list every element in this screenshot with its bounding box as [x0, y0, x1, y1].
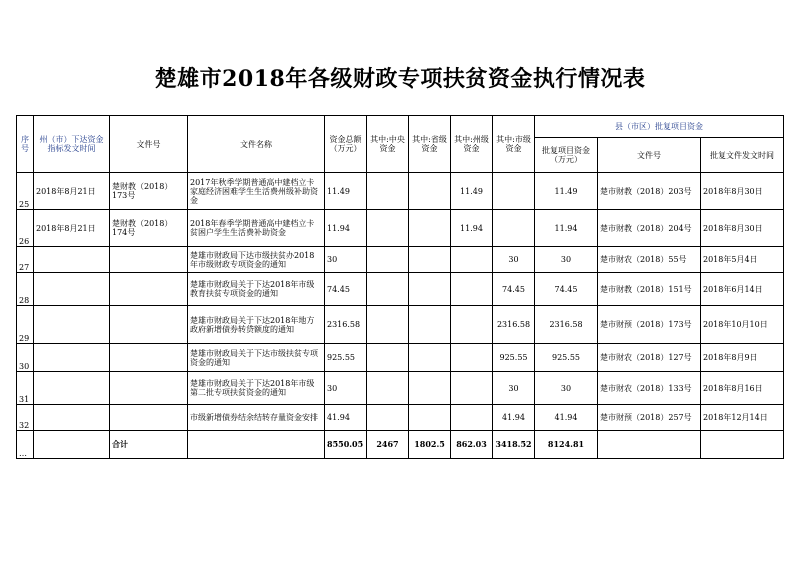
cell-prefecture — [451, 405, 493, 431]
cell-total: 925.55 — [325, 344, 367, 372]
cell-central — [367, 372, 409, 405]
cell-total: 2316.58 — [325, 306, 367, 344]
cell-county-doc: 楚市财教（2018）204号 — [598, 210, 701, 247]
cell-seq: 25 — [17, 173, 34, 210]
cell-doc-no — [110, 306, 188, 344]
cell-province — [409, 273, 451, 306]
total-seq: … — [17, 431, 34, 459]
cell-issue-date — [34, 372, 110, 405]
cell-doc-no — [110, 247, 188, 273]
cell-total: 30 — [325, 372, 367, 405]
total-province: 1802.5 — [409, 431, 451, 459]
cell-province — [409, 344, 451, 372]
total-county-date — [701, 431, 784, 459]
cell-doc-name: 市级新增债券结余结转存量资金安排 — [188, 405, 325, 431]
header-doc-name: 文件名称 — [188, 116, 325, 173]
cell-doc-name: 楚雄市财政局关于下达市级扶贫专项资金的通知 — [188, 344, 325, 372]
cell-city: 30 — [493, 372, 535, 405]
cell-issue-date — [34, 405, 110, 431]
cell-city: 30 — [493, 247, 535, 273]
table-row — [17, 273, 784, 306]
cell-doc-no — [110, 273, 188, 306]
fund-table — [16, 115, 784, 459]
cell-doc-name: 2017年秋季学期普通高中建档立卡家庭经济困难学生生活费州级补助资金 — [188, 173, 325, 210]
total-row — [17, 431, 784, 459]
header-prefecture: 其中:州级资金 — [451, 116, 493, 173]
cell-central — [367, 247, 409, 273]
cell-province — [409, 173, 451, 210]
cell-doc-name: 楚雄市财政局下达市级扶贫办2018年市级财政专项资金的通知 — [188, 247, 325, 273]
cell-doc-no — [110, 344, 188, 372]
cell-county-date: 2018年10月10日 — [701, 306, 784, 344]
cell-doc-name: 2018年春季学期普通高中建档立卡贫困户学生生活费补助资金 — [188, 210, 325, 247]
cell-doc-name: 楚雄市财政局关于下达2018年市级第二批专项扶贫资金的通知 — [188, 372, 325, 405]
cell-seq: 26 — [17, 210, 34, 247]
total-prefecture: 862.03 — [451, 431, 493, 459]
header-seq: 序号 — [17, 116, 34, 173]
cell-city — [493, 173, 535, 210]
cell-issue-date — [34, 273, 110, 306]
cell-issue-date: 2018年8月21日 — [34, 173, 110, 210]
header-county-doc: 文件号 — [598, 138, 701, 173]
cell-approved: 2316.58 — [535, 306, 598, 344]
header-issue-date: 州（市）下达资金指标发文时间 — [34, 116, 110, 173]
total-county-doc — [598, 431, 701, 459]
header-city: 其中:市级资金 — [493, 116, 535, 173]
cell-approved: 30 — [535, 247, 598, 273]
cell-county-doc: 楚市财教（2018）151号 — [598, 273, 701, 306]
page-title: 楚雄市2018年各级财政专项扶贫资金执行情况表 — [154, 66, 646, 92]
cell-approved: 11.94 — [535, 210, 598, 247]
header-county-group: 县（市区）批复项目资金 — [535, 116, 784, 138]
cell-doc-no: 楚财教（2018）173号 — [110, 173, 188, 210]
cell-county-date: 2018年8月16日 — [701, 372, 784, 405]
cell-province — [409, 210, 451, 247]
table-row — [17, 173, 784, 210]
cell-prefecture: 11.49 — [451, 173, 493, 210]
cell-central — [367, 273, 409, 306]
header-county-date: 批复文件发文时间 — [701, 138, 784, 173]
cell-central — [367, 344, 409, 372]
cell-prefecture: 11.94 — [451, 210, 493, 247]
cell-doc-name: 楚雄市财政局关于下达2018年地方政府新增债券转贷额度的通知 — [188, 306, 325, 344]
cell-province — [409, 306, 451, 344]
cell-city: 74.45 — [493, 273, 535, 306]
cell-county-doc: 楚市财预（2018）257号 — [598, 405, 701, 431]
header-province: 其中:省级资金 — [409, 116, 451, 173]
cell-county-doc: 楚市财农（2018）133号 — [598, 372, 701, 405]
cell-seq: 32 — [17, 405, 34, 431]
header-row-1 — [17, 116, 784, 138]
cell-issue-date — [34, 306, 110, 344]
cell-seq: 28 — [17, 273, 34, 306]
cell-city: 925.55 — [493, 344, 535, 372]
cell-county-doc: 楚市财农（2018）127号 — [598, 344, 701, 372]
cell-province — [409, 247, 451, 273]
cell-county-date: 2018年12月14日 — [701, 405, 784, 431]
cell-seq: 30 — [17, 344, 34, 372]
cell-total: 11.49 — [325, 173, 367, 210]
cell-city: 41.94 — [493, 405, 535, 431]
cell-county-doc: 楚市财农（2018）55号 — [598, 247, 701, 273]
cell-seq: 31 — [17, 372, 34, 405]
cell-prefecture — [451, 306, 493, 344]
cell-central — [367, 405, 409, 431]
table-row — [17, 210, 784, 247]
cell-county-date: 2018年8月9日 — [701, 344, 784, 372]
cell-issue-date — [34, 247, 110, 273]
cell-approved: 925.55 — [535, 344, 598, 372]
cell-prefecture — [451, 247, 493, 273]
cell-approved: 11.49 — [535, 173, 598, 210]
header-doc-no: 文件号 — [110, 116, 188, 173]
cell-city: 2316.58 — [493, 306, 535, 344]
cell-seq: 27 — [17, 247, 34, 273]
total-doc-name — [188, 431, 325, 459]
cell-county-date: 2018年8月30日 — [701, 210, 784, 247]
cell-doc-name: 楚雄市财政局关于下达2018年市级教育扶贫专项资金的通知 — [188, 273, 325, 306]
table-row — [17, 306, 784, 344]
cell-total: 30 — [325, 247, 367, 273]
total-label: 合计 — [110, 431, 188, 459]
table-row — [17, 344, 784, 372]
header-total: 资金总额（万元） — [325, 116, 367, 173]
cell-province — [409, 405, 451, 431]
cell-doc-no: 楚财教（2018）174号 — [110, 210, 188, 247]
cell-county-date: 2018年8月30日 — [701, 173, 784, 210]
cell-seq: 29 — [17, 306, 34, 344]
total-issue-date — [34, 431, 110, 459]
cell-total: 41.94 — [325, 405, 367, 431]
cell-central — [367, 306, 409, 344]
cell-approved: 41.94 — [535, 405, 598, 431]
table-row — [17, 247, 784, 273]
total-central: 2467 — [367, 431, 409, 459]
cell-county-doc: 楚市财预（2018）173号 — [598, 306, 701, 344]
cell-prefecture — [451, 273, 493, 306]
cell-total: 74.45 — [325, 273, 367, 306]
cell-issue-date — [34, 344, 110, 372]
cell-province — [409, 372, 451, 405]
cell-total: 11.94 — [325, 210, 367, 247]
table-row — [17, 372, 784, 405]
cell-approved: 74.45 — [535, 273, 598, 306]
table-row — [17, 405, 784, 431]
cell-county-date: 2018年5月4日 — [701, 247, 784, 273]
cell-county-date: 2018年6月14日 — [701, 273, 784, 306]
total-city: 3418.52 — [493, 431, 535, 459]
cell-approved: 30 — [535, 372, 598, 405]
cell-prefecture — [451, 344, 493, 372]
cell-city — [493, 210, 535, 247]
cell-prefecture — [451, 372, 493, 405]
cell-central — [367, 173, 409, 210]
total-approved: 8124.81 — [535, 431, 598, 459]
cell-central — [367, 210, 409, 247]
header-approved: 批复项目资金（万元） — [535, 138, 598, 173]
header-central: 其中:中央资金 — [367, 116, 409, 173]
total-total: 8550.05 — [325, 431, 367, 459]
cell-issue-date: 2018年8月21日 — [34, 210, 110, 247]
cell-doc-no — [110, 405, 188, 431]
cell-doc-no — [110, 372, 188, 405]
cell-county-doc: 楚市财教（2018）203号 — [598, 173, 701, 210]
